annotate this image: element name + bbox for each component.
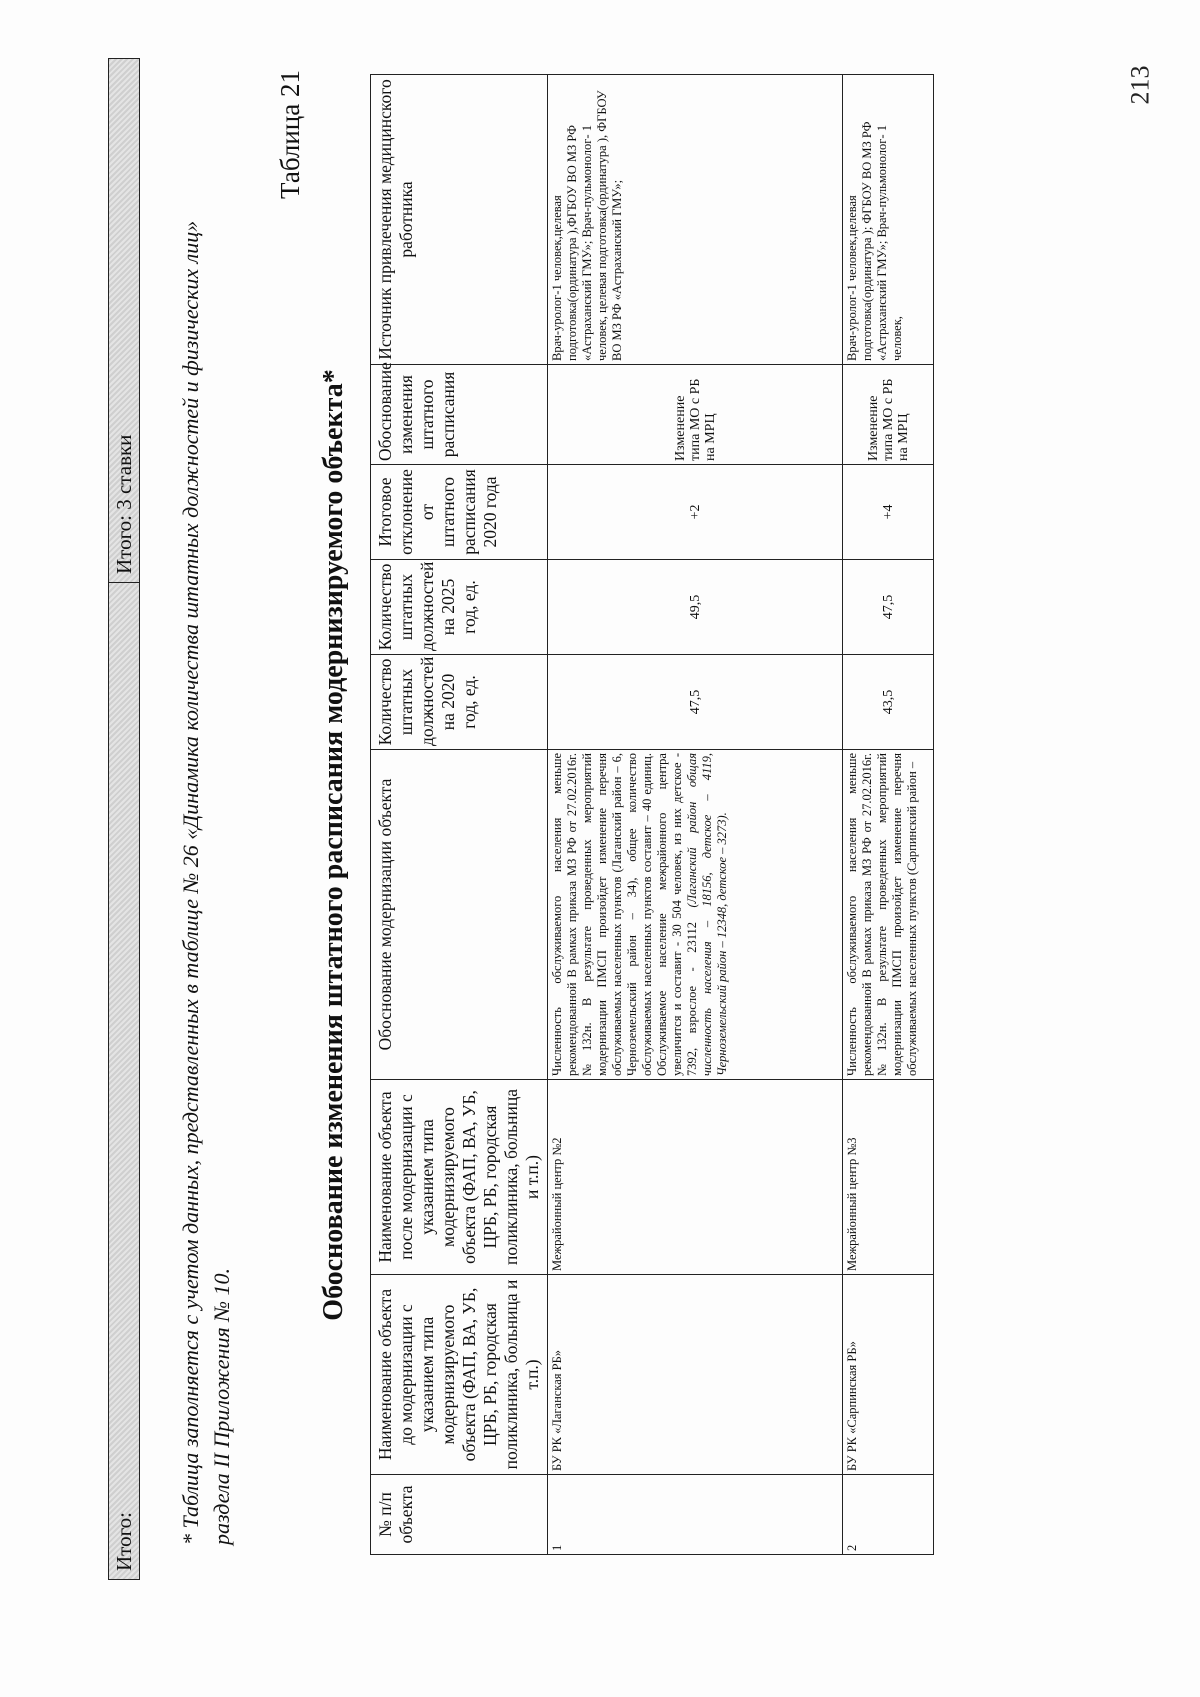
table-row xyxy=(548,75,843,1555)
header-staff-justification: Обоснование изменения штатного расписания xyxy=(371,365,548,465)
table-title: Обоснование изменения штатного расписания модернизируемого объекта* xyxy=(318,369,349,1321)
table-header-row xyxy=(371,75,548,1555)
cell-number: 1 xyxy=(548,1475,843,1555)
cell-name-after: Межрайонный центр №2 xyxy=(548,1080,843,1275)
header-name-before: Наименование объекта до модернизации с указанием типа модернизируемого объекта (ФАП, ВА, УБ, ЦРБ, РБ, городская поликлиника, больница и т.п.) xyxy=(371,1275,548,1475)
rotated-sheet xyxy=(0,20,1150,1670)
staffing-table xyxy=(370,74,934,1555)
justification-text: Численность обслуживаемого населения меньше рекомендованной В рамках приказа МЗ РФ от 27.02.2016г. №132н. В результате проведенных мероприятий модернизации ПМСП произойдет изменение перечня обслуживаемых населенных пунктов (Лаганский район – 6, Черноземельский район – 34), общее количество обслуживаемых населенных пунктов составит – 40 единиц. Обслуживаемое население межрайонного центра увеличится и составит - 30 504 человек, из них детское - 7392, взрослое - 23112 xyxy=(550,753,699,1076)
summary-total-value: Итого: 3 ставки xyxy=(111,434,136,574)
cell-name-before: БУ РК «Лаганская РБ» xyxy=(548,1275,843,1475)
header-count-2020: Количество штатных должностей на 2020 год, ед. xyxy=(371,655,548,750)
cell-justification xyxy=(548,750,843,1080)
footnote: * Таблица заполняется с учетом данных, представленных в таблице № 26 «Динамика количества штатных должностей и физических лиц» раздела II Приложения № 10. xyxy=(178,220,234,1545)
header-count-2025: Количество штатных должностей на 2025 год, ед. xyxy=(371,560,548,655)
cell-number: 2 xyxy=(843,1475,934,1555)
header-source: Источник привлечения медицинского работника xyxy=(371,75,548,365)
page-number: 213 xyxy=(1125,65,1155,105)
cell-count-2025: 49,5 xyxy=(548,560,843,655)
cell-name-before: БУ РК «Сарпинская РБ» xyxy=(843,1275,934,1475)
cell-deviation: +4 xyxy=(843,465,934,560)
cell-staff-justification: Изменение типа МО с РБ на МРЦ xyxy=(548,365,843,465)
cell-source: Врач-уролог-1 человек,целевая подготовка(ординатура ),ФГБОУ ВО МЗ РФ «Астраханский ГМУ»; Врач-пульмонолог- 1 человек, целевая подготовка(ординатура ), ФГБОУ ВО МЗ РФ «Астраханский ГМУ»; xyxy=(548,75,843,365)
cell-name-after: Межрайонный центр №3 xyxy=(843,1080,934,1275)
header-justification: Обоснование модернизации объекта xyxy=(371,750,548,1080)
justification-text: Численность обслуживаемого населения меньше рекомендованной В рамках приказа МЗ РФ от 27.02.2016г. №132н. В результате проведенных мероприятий модернизации ПМСП произойдет изменение перечня обслуживаемых населенных пунктов (Сарпинский район – xyxy=(845,753,919,1076)
cell-count-2020: 43,5 xyxy=(843,655,934,750)
summary-total-label: Итого: xyxy=(109,582,139,1579)
source-text: Врач-уролог-1 человек,целевая подготовка(ординатура ); ФГБОУ ВО МЗ РФ «Астраханский ГМУ»; Врач-пульмонолог- 1 человек, xyxy=(845,121,904,361)
header-deviation: Итоговое отклонение от штатного расписания 2020 года xyxy=(371,465,548,560)
justification-italic-text: (Лаганский район общая численность населения – 18156, детское – 4119, Черноземельский район – 12348, детское – 3273). xyxy=(685,752,729,1076)
cell-count-2025: 47,5 xyxy=(843,560,934,655)
table-label: Таблица 21 xyxy=(275,70,305,199)
cell-justification xyxy=(843,750,934,1080)
header-name-after: Наименование объекта после модернизации с указанием типа модернизируемого объекта (ФАП, ВА, УБ, ЦРБ, РБ, городская поликлиника, больница и т.п.) xyxy=(371,1080,548,1275)
cell-source xyxy=(843,75,934,365)
cell-staff-justification: Изменение типа МО с РБ на МРЦ xyxy=(843,365,934,465)
cell-count-2020: 47,5 xyxy=(548,655,843,750)
summary-row xyxy=(108,58,140,1580)
header-number: № п/п объекта xyxy=(371,1475,548,1555)
table-row xyxy=(843,75,934,1555)
cell-deviation: +2 xyxy=(548,465,843,560)
